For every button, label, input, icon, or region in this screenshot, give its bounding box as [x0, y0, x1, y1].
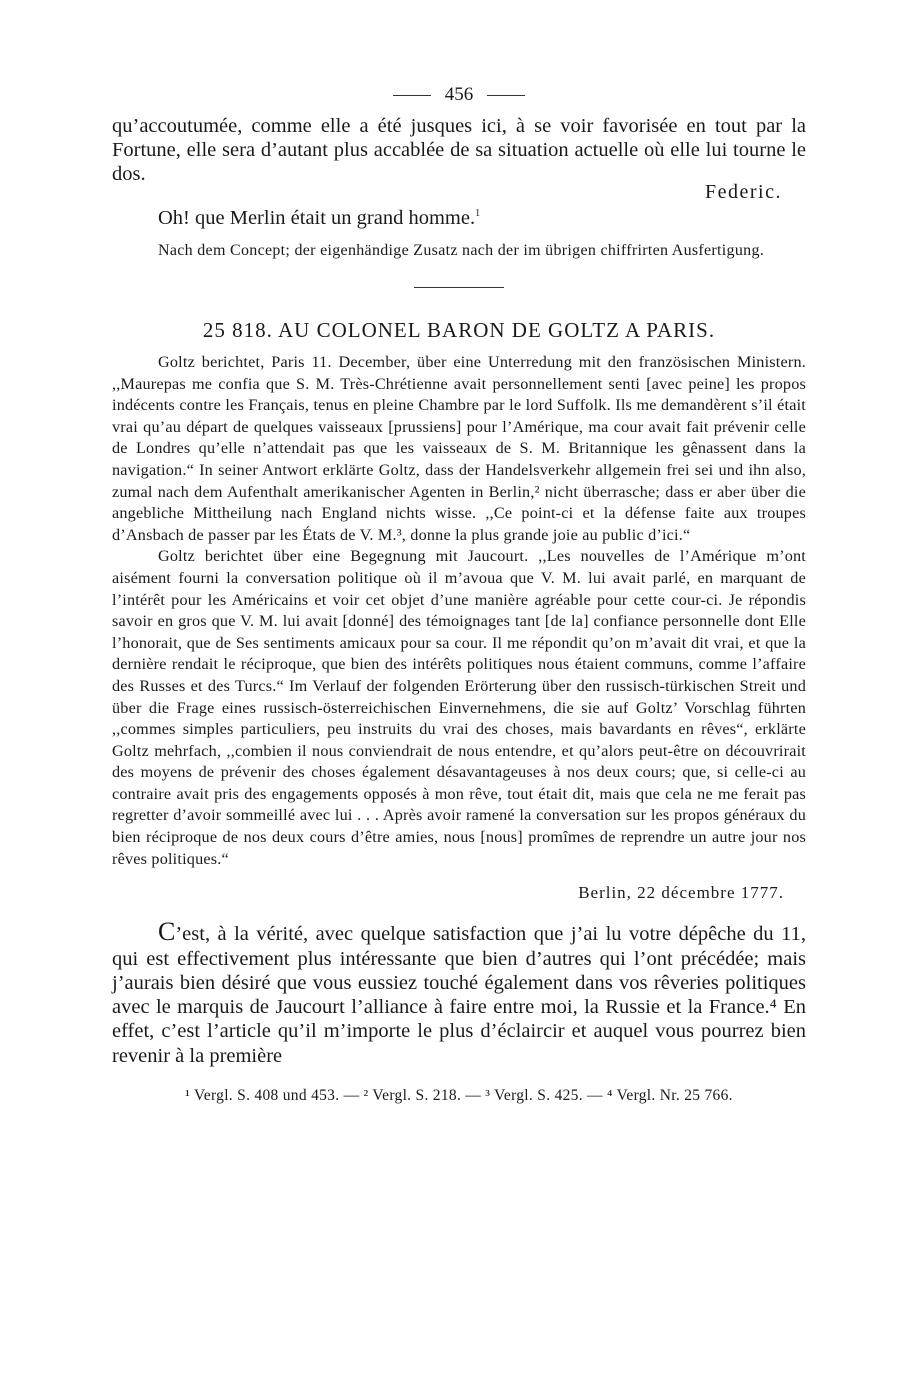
- letter-title: 25 818. AU COLONEL BARON DE GOLTZ A PARIS.: [202, 318, 716, 342]
- document-page: [112, 80, 806, 1106]
- signature: Federic.: [705, 181, 782, 203]
- letter-body: [112, 917, 806, 1068]
- postscript: [112, 206, 806, 230]
- source-note: Nach dem Concept; der eigenhändige Zusatz nach der im übrigen chiffrirten Ausfertigung.: [158, 242, 765, 259]
- page-header: [112, 80, 806, 110]
- header-dash-left: [393, 95, 431, 96]
- page-number: 456: [444, 84, 474, 105]
- summary-paragraph-2: Goltz berichtet über eine Begegnung mit Jaucourt. ,,Les nouvelles de l’Amérique m’ont aisément fourni la conversation politique où il m’avoua que V. M. lui avait parlé, en marquant de l’intérêt pour les Américains et voir cet objet d’une manière agréable pour cette cour-ci. Je répondis savoir en gros que V. M. lui avait [donné] des témoignages tant [de la] confiance personnelle dont Elle l’honorait, que de Ses sentiments amicaux pour sa cour. Il me répondit qu’on m’avait dit vrai, et que la dernière rendait le réciproque, que bien des intérêts politiques nous étaient communs, comme l’affaire des Russes et des Turcs.“ Im Verlauf der folgenden Erörterung über den russisch-türkischen Streit und über die Frage eines russisch-österreichischen Einvernehmens, die sie auf Goltz’ Vorschlag führten ,,commes simples particuliers, peu instruits du vrai des choses, mais bavardants en rêves“, erklärte Goltz mehrfach, ,,combien il nous conviendrait de nous entendre, et qu’alors peut-être on découvrirait des moyens de prévenir des choses également désavantageuses à nos deux cours; que, si celle-ci au contraire avait pris des engagements opposés à mon rêve, tout était dit, mais que cela ne me ferait pas regretter d’avoir sommeillé avec lui . . . Après avoir ramené la conversation sur les propos généraux du bien réciproque de nos deux cours d’être amies, nous [nous] promîmes de reprendre un autre jour nos rêves politiques.“: [112, 547, 806, 868]
- postscript-text: Oh! que Merlin était un grand homme.: [158, 207, 476, 229]
- section-divider: [414, 287, 504, 288]
- footnote-marker: 1: [475, 208, 481, 220]
- continuation-paragraph: qu’accoutumée, comme elle a été jusques ici, à se voir favorisée en tout par la Fortune, elle sera d’autant plus accablée de sa situation actuelle où elle lui tourne le dos.: [112, 115, 806, 185]
- letter-initial: C: [158, 917, 176, 947]
- summary-paragraph-1: Goltz berichtet, Paris 11. December, über eine Unterredung mit den französischen Ministern. ,,Maurepas me confia que S. M. Très-Chrétienne avait personnellement senti [avec peine] les propos indécents contre les Français, tenus en pleine Chambre par le lord Suffolk. Ils me demandèrent s’il était vrai qu’au départ de quelques vaisseaux [prussiens] pour l’Amérique, ma cour avait fait prévenir celle de Londres qu’elle n’attendait pas que les vaisseaux de S. M. Britannique les gênassent dans la navigation.“ In seiner Antwort erklärte Goltz, dass der Handelsverkehr allgemein frei sei und ihn also, zumal nach dem Aufenthalt amerikanischer Agenten in Berlin,² nicht überrasche; dass er aber über die angebliche Mittheilung nach England nichts wisse. ,,Ce point-ci et la défense faite aux troupes d’Ansbach de passer par les États de V. M.³, donne la plus grande joie au public d’ici.“: [112, 353, 806, 544]
- footnotes: ¹ Vergl. S. 408 und 453. — ² Vergl. S. 218. — ³ Vergl. S. 425. — ⁴ Vergl. Nr. 25 766.: [185, 1087, 733, 1105]
- letter-text: ’est, à la vérité, avec quelque satisfaction que j’ai lu votre dépêche du 11, qui est effectivement plus intéressante que bien d’autres qui l’ont précédée; mais j’aurais bien désiré que vous eussiez touché également dans vos rêveries politiques avec le marquis de Jaucourt l’alliance à faire entre moi, la Russie et la France.⁴ En effet, c’est l’article qu’il m’importe le plus d’éclaircir et auquel vous pourrez bien revenir à la première: [112, 923, 806, 1067]
- header-dash-right: [487, 95, 525, 96]
- dateline: Berlin, 22 décembre 1777.: [578, 883, 784, 903]
